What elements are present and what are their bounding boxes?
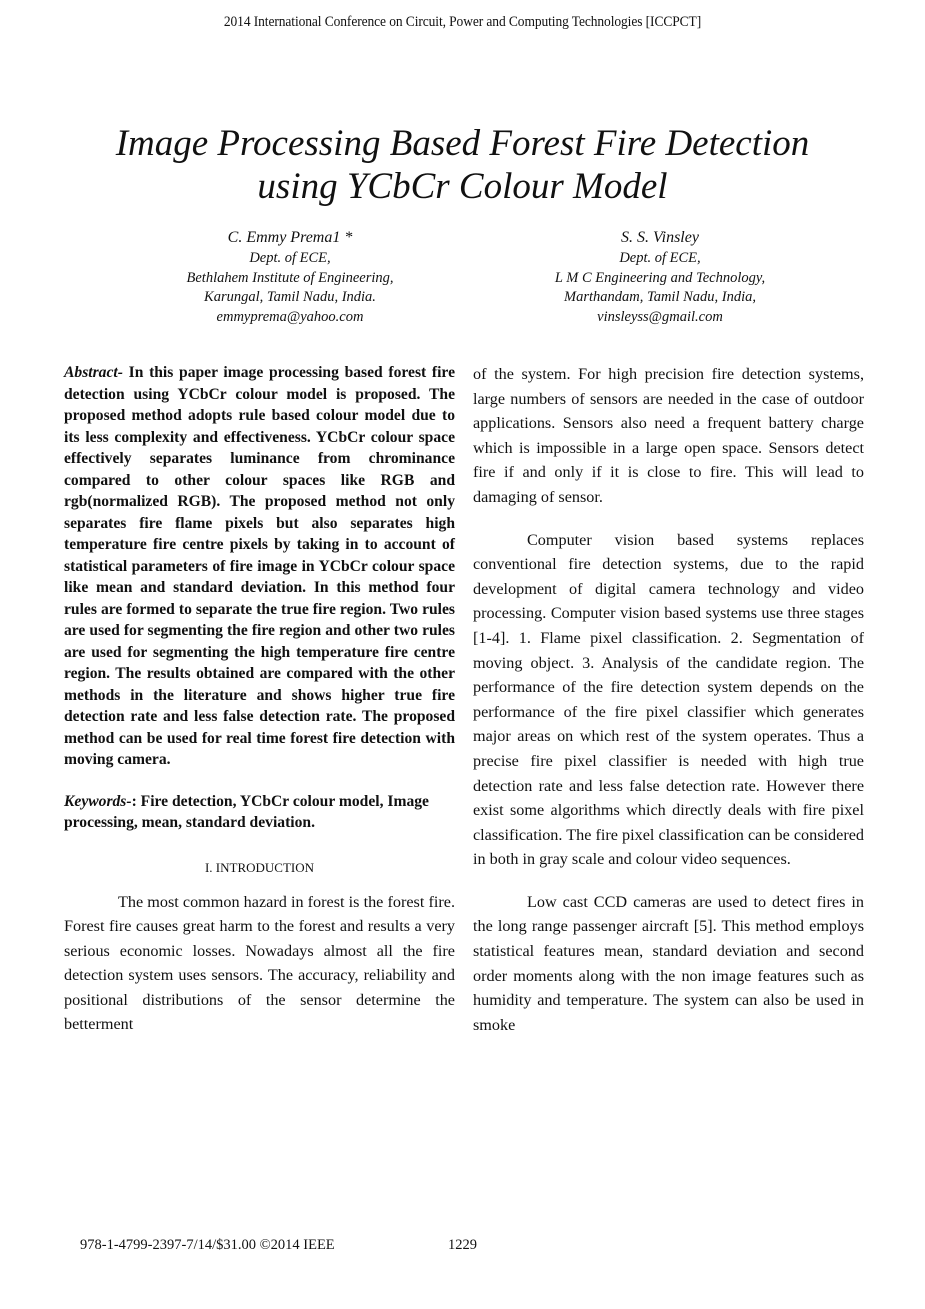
right-column [473, 362, 864, 1037]
author-affiliation: L M C Engineering and Technology, [554, 269, 766, 286]
page-number: 1229 [448, 1237, 477, 1253]
keywords-text: : Fire detection, YCbCr colour model, Image processing, mean, standard deviation. [64, 792, 429, 831]
author-email: emmyprema@yahoo.com [216, 308, 364, 325]
author-affiliation: Dept. of ECE, [619, 250, 701, 266]
author-name: S. S. Vinsley [621, 229, 699, 246]
paragraph: Low cast CCD cameras are used to detect fires in the long range passenger aircraft [5]. This method employs statistical features mean, standard deviation and second order moments along with the non image features such as humidity and temperature. The system can also be used in smoke [473, 892, 864, 1034]
author-affiliation: Bethlahem Institute of Engineering, [186, 269, 394, 286]
keywords-label: Keywords- [64, 792, 132, 810]
conference-header: 2014 International Conference on Circuit, Power and Computing Technologies [ICCPCT] [223, 14, 702, 30]
author-affiliation: Karungal, Tamil Nadu, India. [204, 289, 376, 305]
author-2 [500, 227, 820, 327]
paragraph: of the system. For high precision fire detection systems, large numbers of sensors are needed in the case of outdoor applications. Sensors also need a frequent battery charge which is impossible in a large open space. Sensors detect fire if and only if it is close to fire. This will lead to damaging of sensor. [473, 365, 864, 506]
author-name: C. Emmy Prema1 * [227, 229, 353, 246]
abstract-label: Abstract- [64, 364, 123, 381]
paragraph: Computer vision based systems replaces conventional fire detection systems, due to the rapid development of digital camera technology and video processing. Computer vision based systems use three stages [1-4]. 1. Flame pixel classification. 2. Segmentation of moving object. 3. Analysis of the candidate region. The performance of the fire detection system depends on the performance of the fire pixel classifier which generates major areas on which rest of the system operates. Thus a precise fire pixel classifier is needed with high true detection rate and less false detection rate. However there exist some algorithms which directly deals with fire pixel classification. The fire pixel classification can be considered in both in gray scale and colour video sequences. [473, 530, 864, 869]
paragraph: The most common hazard in forest is the forest fire. Forest fire causes great harm to the forest and results a very serious economic losses. Nowadays almost all the fire detection system uses sensors. The accuracy, reliability and positional distributions of the sensor determine the betterment [64, 892, 455, 1034]
copyright-footer: 978-1-4799-2397-7/14/$31.00 ©2014 IEEE [80, 1237, 335, 1253]
abstract [64, 362, 455, 771]
paper-title [0, 122, 925, 208]
keywords [64, 791, 455, 834]
author-affiliation: Dept. of ECE, [249, 250, 331, 266]
author-email: vinsleyss@gmail.com [597, 308, 723, 325]
abstract-text: In this paper image processing based forest fire detection using YCbCr colour model is proposed. The proposed method adopts rule based colour model due to its less complexity and effectiveness. YCbCr colour space effectively separates luminance from chrominance compared to other colour spaces like RGB and rgb(normalized RGB). The proposed method not only separates fire flame pixels but also separates high temperature fire centre pixels by taking in to account of statistical parameters of fire image in YCbCr colour space like mean and standard deviation. In this method four rules are formed to separate the true fire region. Two rules are used for segmenting the fire region and other two rules are used for segmenting the high temperature fire centre region. The results obtained are compared with the other methods in the literature and shows higher true fire detection rate and less false detection rate. The proposed method can be used for real time forest fire detection with moving camera. [64, 364, 455, 768]
author-affiliation: Marthandam, Tamil Nadu, India, [563, 289, 756, 305]
title-line-1: Image Processing Based Forest Fire Detection [115, 123, 810, 164]
title-line-2: using YCbCr Colour Model [257, 166, 668, 207]
author-1 [150, 227, 430, 327]
left-column [64, 362, 455, 1037]
section-heading: I. INTRODUCTION [204, 859, 315, 875]
